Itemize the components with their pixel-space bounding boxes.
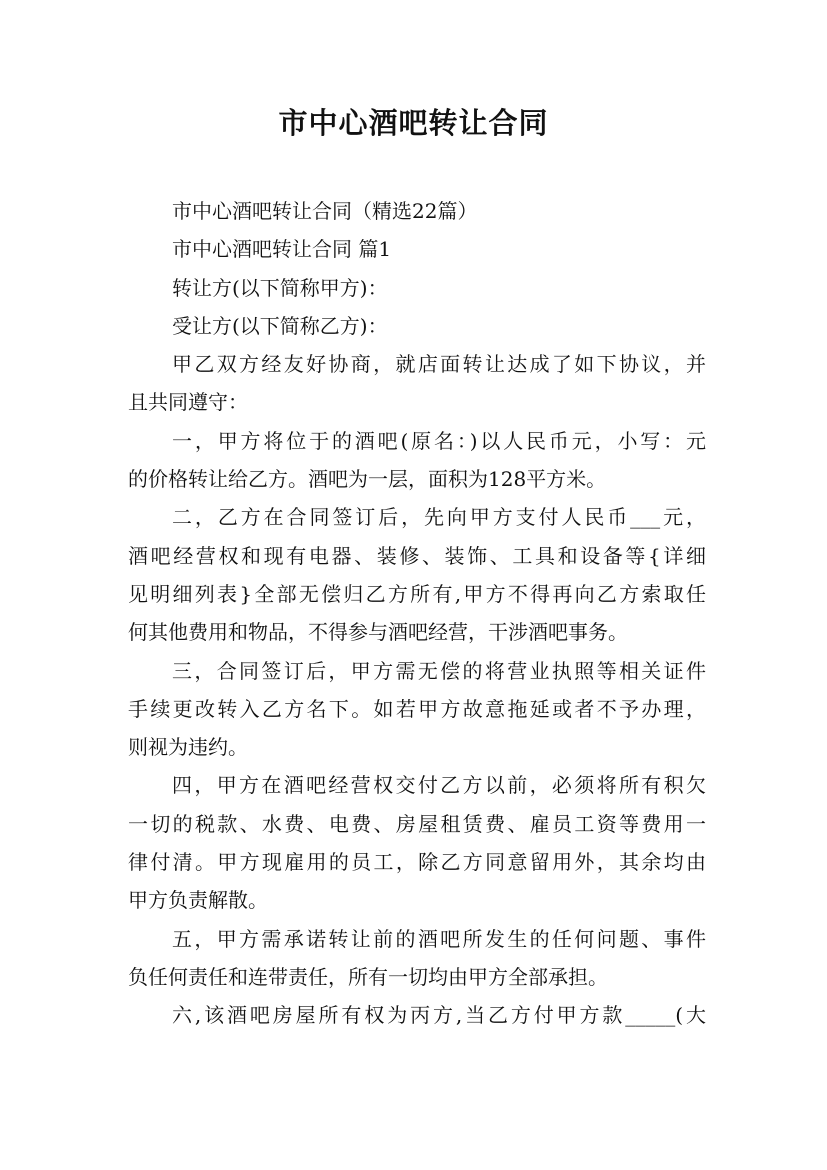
text-line: 负任何责任和连带责任，所有一切均由甲方全部承担。 <box>128 964 608 989</box>
text-line: 则视为违约。 <box>128 735 248 760</box>
text-line: 酒吧经营权和现有电器、装修、装饰、工具和设备等{详细 <box>128 543 706 568</box>
text-line: 转让方(以下简称甲方)： <box>172 275 388 300</box>
text-line: 六,该酒吧房屋所有权为丙方,当乙方付甲方款_____(大 <box>172 1003 706 1028</box>
text-line: 市中心酒吧转让合同 篇1 <box>172 237 392 262</box>
text-line: 何其他费用和物品，不得参与酒吧经营，干涉酒吧事务。 <box>128 620 628 645</box>
text-line: 二，乙方在合同签订后，先向甲方支付人民币___元， <box>172 505 706 530</box>
text-line: 手续更改转入乙方名下。如若甲方故意拖延或者不予办理， <box>128 696 706 721</box>
text-line: 一，甲方将位于的酒吧(原名：)以人民币元，小写：元 <box>172 428 706 453</box>
text-line: 甲乙双方经友好协商，就店面转让达成了如下协议，并 <box>172 352 706 377</box>
text-line: 受让方(以下简称乙方)： <box>172 313 388 338</box>
text-line: 三，合同签订后，甲方需无偿的将营业执照等相关证件 <box>172 658 706 683</box>
text-line: 四，甲方在酒吧经营权交付乙方以前，必须将所有积欠 <box>172 773 706 798</box>
document-title: 市中心酒吧转让合同 <box>278 106 549 140</box>
text-line: 律付清。甲方现雇用的员工，除乙方同意留用外，其余均由 <box>128 850 706 875</box>
text-line: 一切的税款、水费、电费、房屋租赁费、雇员工资等费用一 <box>128 811 706 836</box>
document-body <box>128 192 706 1035</box>
text-line: 见明细列表}全部无偿归乙方所有,甲方不得再向乙方索取任 <box>128 581 706 606</box>
text-line: 且共同遵守： <box>128 390 248 415</box>
text-line: 的价格转让给乙方。酒吧为一层，面积为128平方米。 <box>128 467 607 492</box>
text-line: 市中心酒吧转让合同（精选22篇） <box>172 199 478 223</box>
text-line: 甲方负责解散。 <box>128 888 268 913</box>
text-line: 五，甲方需承诺转让前的酒吧所发生的任何问题、事件 <box>172 926 706 951</box>
